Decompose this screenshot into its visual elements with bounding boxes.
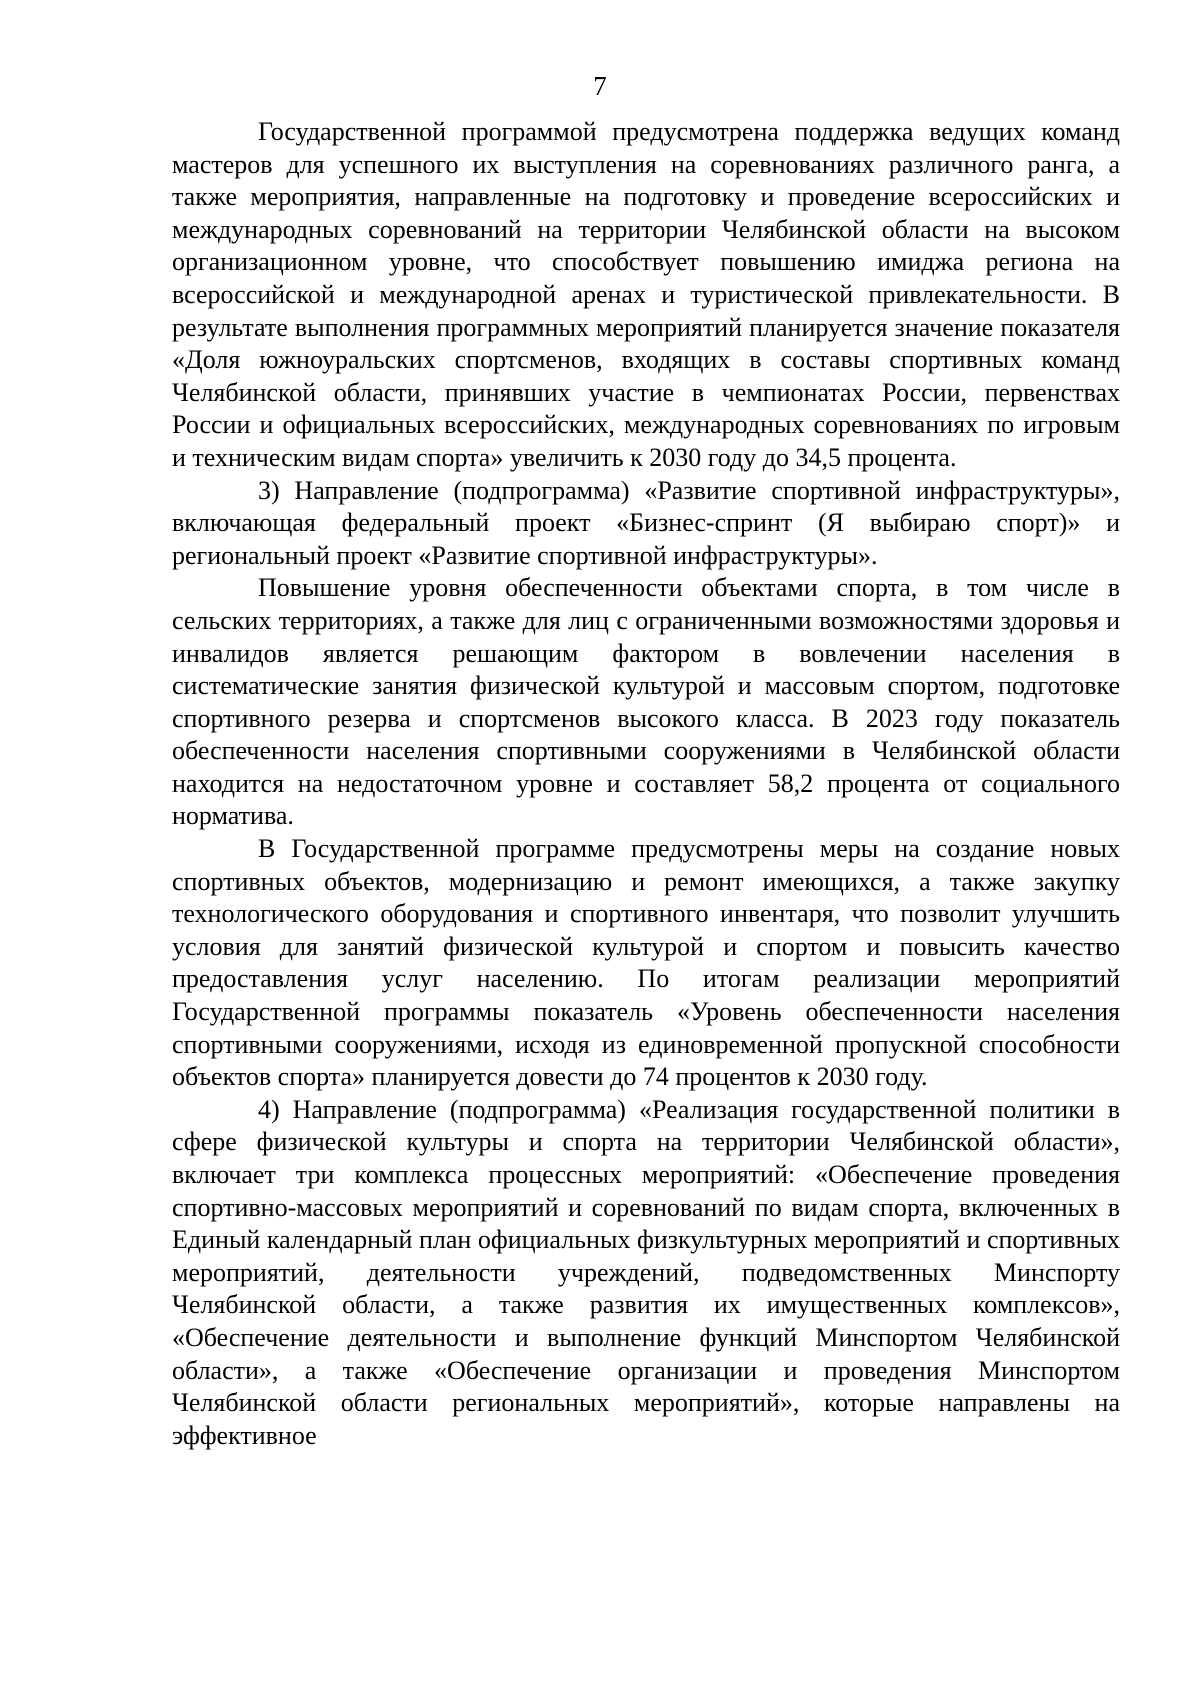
- body-text: [172, 116, 1120, 1452]
- paragraph-program-measures: В Государственной программе предусмотрены меры на создание новых спортивных объектов, модернизацию и ремонт имеющихся, а также закупку технологического оборудования и спортивного инвентаря, что позволит улучшить условия для занятий физической культурой и спортом и повысить качество предоставления услуг населению. По итогам реализации мероприятий Государственной программы показатель «Уровень обеспеченности населения спортивными сооружениями, исходя из единовременной пропускной способности объектов спорта» планируется довести до 74 процентов к 2030 году.: [172, 834, 1120, 1092]
- paragraph-team-support: Государственной программой предусмотрена поддержка ведущих команд мастеров для успешного их выступления на соревнованиях различного ранга, а также мероприятия, направленные на подготовку и проведение всероссийских и международных соревнований на территории Челябинской области на высоком организационном уровне, что способствует повышению имиджа региона на всероссийской и международной аренах и туристической привлекательности. В результате выполнения программных мероприятий планируется значение показателя «Доля южноуральских спортсменов, входящих в составы спортивных команд Челябинской области, принявших участие в чемпионатах России, первенствах России и официальных всероссийских, международных соревнованиях по игровым и техническим видам спорта» увеличить к 2030 году до 34,5 процента.: [172, 117, 1120, 472]
- paragraph-sports-facilities: Повышение уровня обеспеченности объектами спорта, в том числе в сельских территориях, а также для лиц с ограниченными возможностями здоровья и инвалидов является решающим фактором в вовлечении населения в систематические занятия физической культурой и массовым спортом, подготовке спортивного резерва и спортсменов высокого класса. В 2023 году показатель обеспеченности населения спортивными сооружениями в Челябинской области находится на недостаточном уровне и составляет 58,2 процента от социального норматива.: [172, 573, 1120, 831]
- page-number: 7: [593, 71, 607, 101]
- paragraph-infrastructure-direction: 3) Направление (подпрограмма) «Развитие спортивной инфраструктуры», включающая федеральный проект «Бизнес-спринт (Я выбираю спорт)» и региональный проект «Развитие спортивной инфраструктуры».: [172, 475, 1120, 570]
- paragraph-state-policy-direction: 4) Направление (подпрограмма) «Реализация государственной политики в сфере физической культуры и спорта на территории Челябинской области», включает три комплекса процессных мероприятий: «Обеспечение проведения спортивно-массовых мероприятий и соревнований по видам спорта, включенных в Единый календарный план официальных физкультурных мероприятий и спортивных мероприятий, деятельности учреждений, подведомственных Минспорту Челябинской области, а также развития их имущественных комплексов», «Обеспечение деятельности и выполнение функций Минспортом Челябинской области», а также «Обеспечение организации и проведения Минспортом Челябинской области региональных мероприятий», которые направлены на эффективное: [172, 1094, 1120, 1450]
